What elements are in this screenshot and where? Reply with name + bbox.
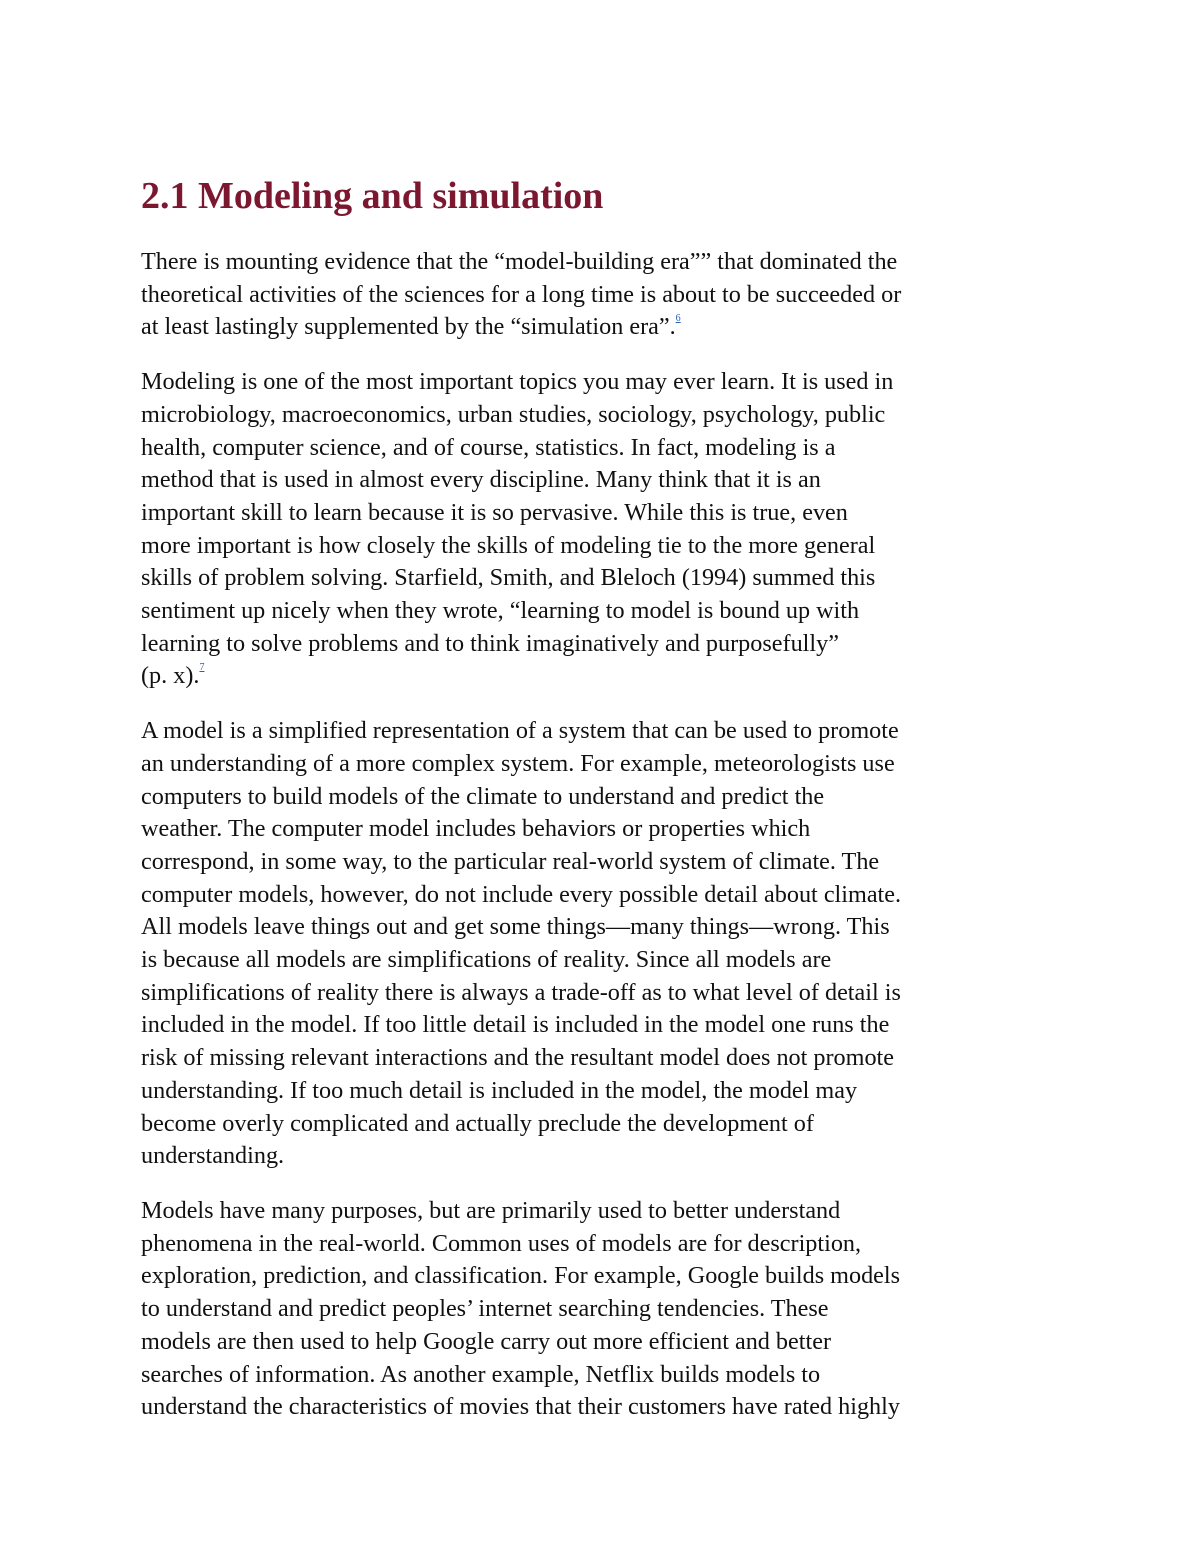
text-line: [141, 1075, 1076, 1108]
paragraph: [141, 246, 1076, 344]
paragraph: [141, 1195, 1076, 1424]
text-line: [141, 944, 1076, 977]
line-text: an understanding of a more complex system. For example, meteorologists use: [141, 749, 895, 777]
text-line: [141, 628, 1076, 661]
line-text: become overly complicated and actually preclude the development of: [141, 1109, 814, 1137]
line-text: models are then used to help Google carry out more efficient and better: [141, 1327, 831, 1355]
line-text: All models leave things out and get some things—many things—wrong. This: [141, 913, 890, 941]
line-text: searches of information. As another example, Netflix builds models to: [141, 1360, 821, 1388]
footnote-marker: [199, 662, 204, 673]
line-text: to understand and predict peoples’ internet searching tendencies. These: [141, 1295, 829, 1323]
line-text: health, computer science, and of course, statistics. In fact, modeling is a: [141, 433, 836, 461]
line-text: phenomena in the real-world. Common uses of models are for description,: [141, 1229, 862, 1257]
document-page: [141, 170, 1076, 1446]
text-line: [141, 1260, 1076, 1293]
text-line: [141, 846, 1076, 879]
line-text: Modeling is one of the most important topics you may ever learn. It is used in: [141, 368, 894, 396]
line-text: There is mounting evidence that the “model-building era”” that dominated the: [141, 248, 898, 275]
line-text: A model is a simplified representation of a system that can be used to promote: [141, 717, 899, 745]
text-line: [141, 911, 1076, 944]
section-heading: 2.1 Modeling and simulation: [141, 175, 604, 217]
text-line: [141, 530, 1076, 563]
text-line: [141, 279, 1076, 312]
text-line: [141, 1326, 1076, 1359]
line-text: correspond, in some way, to the particular real-world system of climate. The: [141, 847, 880, 875]
text-line: [141, 813, 1076, 846]
line-text: theoretical activities of the sciences for a long time is about to be succeeded or: [141, 280, 902, 308]
text-line: [141, 311, 1076, 344]
line-text: at least lastingly supplemented by the “simulation era”.: [141, 313, 676, 341]
line-text: computer models, however, do not include every possible detail about climate.: [141, 880, 902, 908]
line-text: risk of missing relevant interactions and the resultant model does not promote: [141, 1044, 895, 1072]
line-text: understanding. If too much detail is included in the model, the model may: [141, 1076, 858, 1104]
text-line: [141, 1293, 1076, 1326]
text-line: [141, 497, 1076, 530]
text-line: [141, 1042, 1076, 1075]
text-line: [141, 595, 1076, 628]
line-text: included in the model. If too little detail is included in the model one runs the: [141, 1011, 890, 1039]
line-text: skills of problem solving. Starfield, Smith, and Bleloch (1994) summed this: [141, 564, 876, 592]
line-text: learning to solve problems and to think imaginatively and purposefully”: [141, 629, 839, 657]
text-line: [141, 660, 1076, 693]
line-text: more important is how closely the skills of modeling tie to the more general: [141, 531, 876, 559]
text-line: [141, 366, 1076, 399]
line-text: method that is used in almost every discipline. Many think that it is an: [141, 466, 821, 494]
text-line: [141, 1391, 1076, 1424]
line-text: exploration, prediction, and classification. For example, Google builds models: [141, 1262, 901, 1290]
line-text: important skill to learn because it is so pervasive. While this is true, even: [141, 498, 848, 526]
line-text: understand the characteristics of movies that their customers have rated highly: [141, 1393, 900, 1421]
footnote-link[interactable]: 7: [199, 662, 205, 674]
body-text: [141, 246, 1076, 1424]
line-text: weather. The computer model includes behaviors or properties which: [141, 815, 811, 843]
text-line: [141, 1228, 1076, 1261]
line-text: simplifications of reality there is always a trade-off as to what level of detail is: [141, 978, 901, 1006]
text-line: [141, 1108, 1076, 1141]
footnote-link[interactable]: 6: [675, 313, 681, 325]
text-line: [141, 464, 1076, 497]
text-line: [141, 781, 1076, 814]
text-line: [141, 1359, 1076, 1392]
text-line: [141, 977, 1076, 1010]
line-text: is because all models are simplifications of reality. Since all models are: [141, 946, 832, 974]
text-line: [141, 246, 1076, 279]
text-line: [141, 1195, 1076, 1228]
line-text: (p. x).: [141, 662, 200, 690]
line-text: understanding.: [141, 1142, 285, 1170]
footnote-marker: [676, 313, 681, 324]
text-line: [141, 1009, 1076, 1042]
line-text: microbiology, macroeconomics, urban studies, sociology, psychology, public: [141, 400, 886, 428]
paragraph: [141, 715, 1076, 1173]
text-line: [141, 748, 1076, 781]
paragraph: [141, 366, 1076, 693]
text-line: [141, 715, 1076, 748]
text-line: [141, 399, 1076, 432]
line-text: sentiment up nicely when they wrote, “learning to model is bound up with: [141, 597, 860, 625]
text-line: [141, 1140, 1076, 1173]
text-line: [141, 562, 1076, 595]
line-text: Models have many purposes, but are primarily used to better understand: [141, 1196, 841, 1224]
text-line: [141, 879, 1076, 912]
line-text: computers to build models of the climate to understand and predict the: [141, 782, 825, 810]
text-line: [141, 432, 1076, 465]
